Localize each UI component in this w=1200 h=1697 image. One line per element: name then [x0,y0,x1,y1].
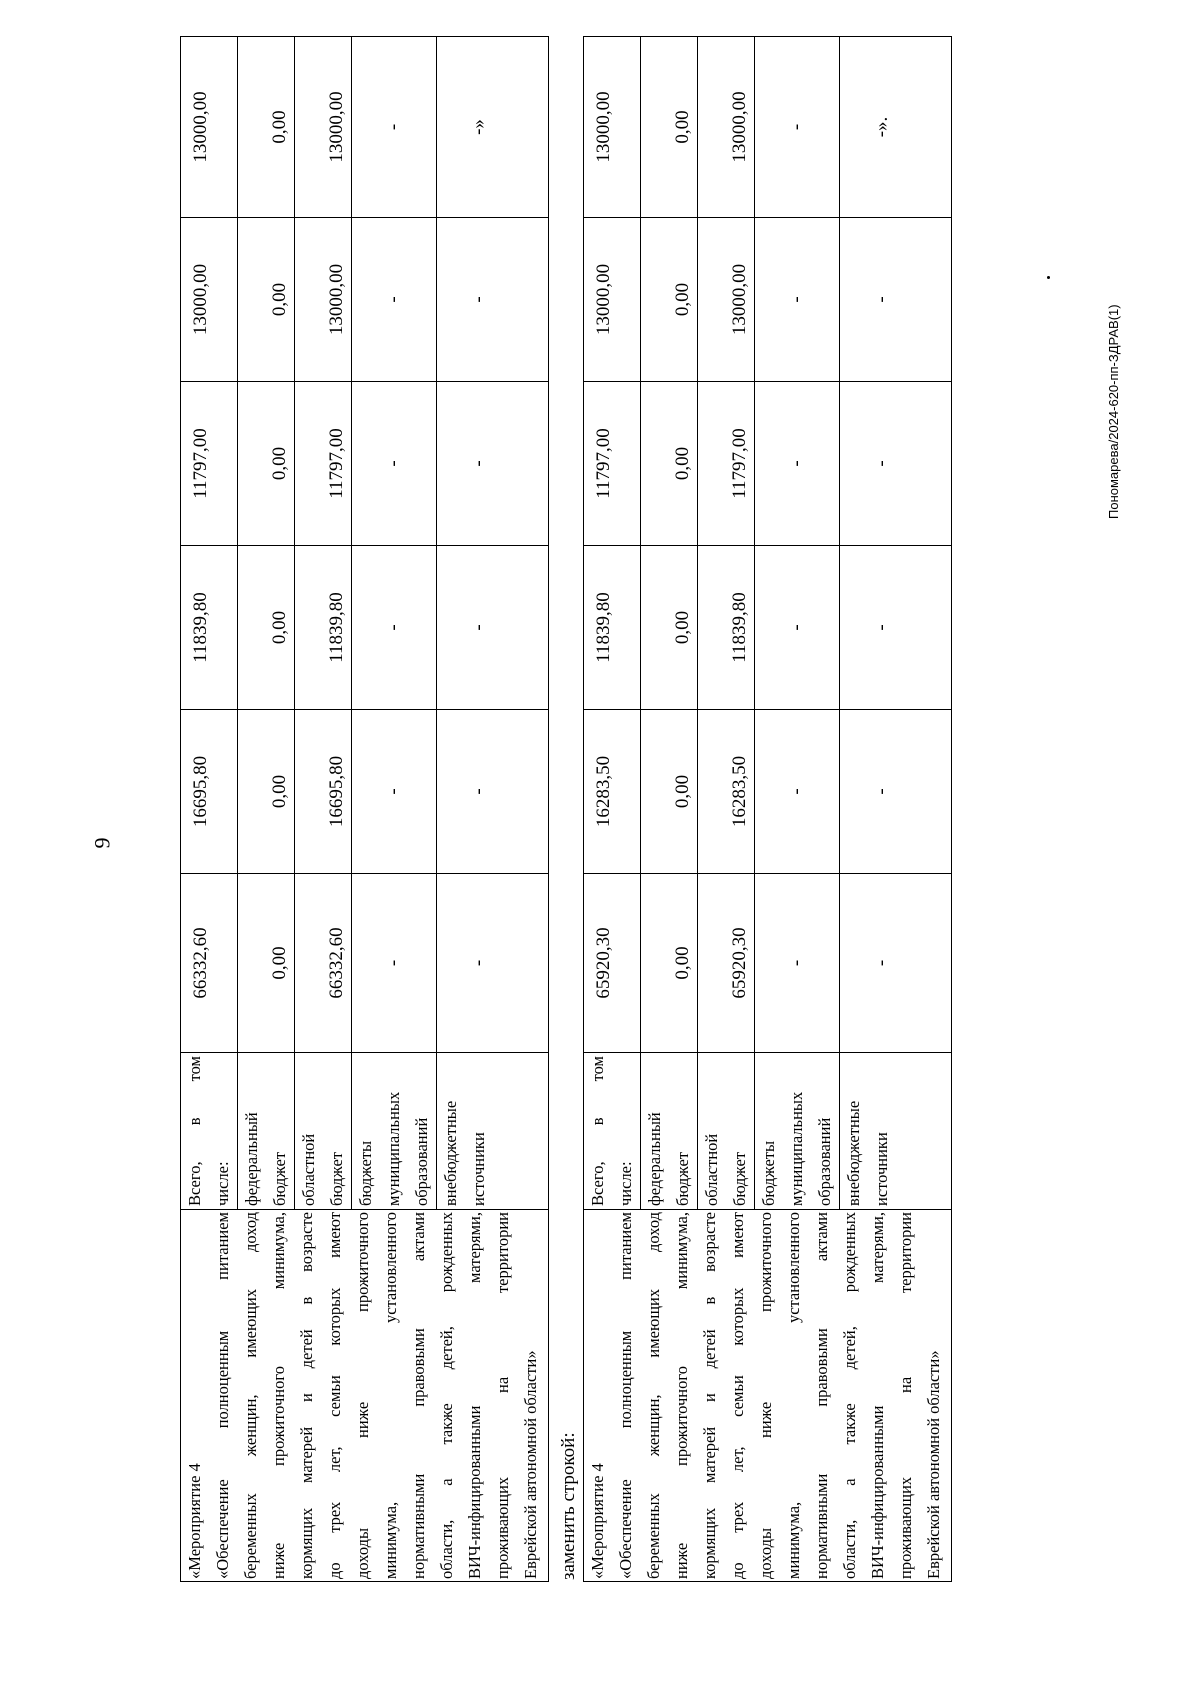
amount-cell: - [352,710,437,874]
amount-cell: - [437,710,549,874]
amount-cell: 65920,30 [584,874,641,1053]
amount-cell: - [840,874,952,1053]
amount-cell: 13000,00 [181,218,238,382]
source-line: числе: [213,1161,232,1206]
description-line: области, а также детей, рожденных [437,1212,456,1579]
amount-cell: 66332,60 [295,874,352,1053]
description-line: нормативными правовыми актами [812,1212,831,1579]
amount-cell: 13000,00 [181,37,238,218]
description-line: минимума, установленного [784,1212,803,1579]
page-number: 9 [89,837,115,849]
description-line: «Мероприятие 4 [588,1463,607,1579]
funding-source [698,1053,755,1210]
source-line: бюджеты [759,1140,778,1206]
amount-cell: - [352,218,437,382]
amount-cell: - [437,218,549,382]
replace-label: заменить строкой: [558,1432,579,1580]
amount-cell: 0,00 [238,382,295,546]
amount-cell: 0,00 [238,546,295,710]
scan-speck [1047,276,1050,279]
amount-cell: 11839,80 [295,546,352,710]
description-line: ниже прожиточного минимума, [269,1212,288,1579]
description-line: ВИЧ-инфицированными матерями, [465,1212,484,1579]
source-line: муниципальных [787,1091,806,1206]
description-line: проживающих на территории [896,1212,915,1579]
description-line: «Обеспечение полноценным питанием [616,1212,635,1579]
funding-source [238,1053,295,1210]
description-line: проживающих на территории [493,1212,512,1579]
funding-source [641,1053,698,1210]
amount-cell: 11797,00 [698,382,755,546]
source-line: федеральный [242,1112,261,1206]
amount-cell: - [437,546,549,710]
source-word: в [185,1117,204,1126]
amount-cell: - [840,710,952,874]
description-line: кормящих матерей и детей в возрасте [297,1212,316,1579]
amount-cell: 16283,50 [584,710,641,874]
amount-cell: 16695,80 [181,710,238,874]
description-line: Еврейской автономной области» [521,1350,540,1579]
amount-cell: - [755,710,840,874]
source-line: федеральный [645,1112,664,1206]
amount-cell: 13000,00 [698,218,755,382]
amount-cell: - [437,874,549,1053]
table-row [584,37,641,1582]
amount-cell: - [840,546,952,710]
funding-source [840,1053,952,1210]
amount-cell: 11797,00 [584,382,641,546]
source-line: муниципальных [384,1091,403,1206]
source-line: бюджеты [356,1140,375,1206]
amount-cell: 65920,30 [698,874,755,1053]
funding-source [181,1053,238,1210]
description-line: «Мероприятие 4 [185,1463,204,1579]
source-line: источники [872,1132,891,1206]
amount-cell: 0,00 [238,874,295,1053]
description-line: доходы ниже прожиточного [756,1212,775,1579]
description-line: до трех лет, семьи которых имеют [325,1212,344,1579]
source-line: образований [815,1117,834,1206]
description-line: ниже прожиточного минимума, [672,1212,691,1579]
description-line: до трех лет, семьи которых имеют [728,1212,747,1579]
amount-cell: 13000,00 [295,37,352,218]
source-first-line [181,1056,209,1206]
source-word: том [588,1056,607,1082]
amount-cell: 13000,00 [584,37,641,218]
amount-cell: 11839,80 [584,546,641,710]
amount-cell: 0,00 [238,218,295,382]
document-code: Пономарева/2024-620-пп-ЗДРАВ(1) [1106,304,1121,520]
source-line: внебюджетные [844,1100,863,1206]
amount-cell: -» [437,37,549,218]
source-word: Всего, [588,1161,607,1206]
amount-cell: 13000,00 [698,37,755,218]
amount-cell: 0,00 [641,710,698,874]
source-first-line [584,1056,612,1206]
amount-cell: 0,00 [641,546,698,710]
description-line: кормящих матерей и детей в возрасте [700,1212,719,1579]
amount-cell: 16695,80 [295,710,352,874]
amount-cell: - [840,218,952,382]
funding-source [755,1053,840,1210]
amount-cell: 0,00 [641,382,698,546]
source-line: образований [412,1117,431,1206]
funding-source [295,1053,352,1210]
source-word: Всего, [185,1161,204,1206]
amount-cell: - [755,874,840,1053]
amount-cell: - [352,874,437,1053]
amount-cell: - [755,37,840,218]
measure-description [181,1210,549,1582]
amount-cell: 0,00 [238,710,295,874]
amount-cell: - [755,382,840,546]
funding-source [437,1053,549,1210]
amount-cell: - [840,382,952,546]
amount-cell: 11797,00 [181,382,238,546]
description-line: беременных женщин, имеющих доход [644,1212,663,1579]
description-line: ВИЧ-инфицированными матерями, [868,1212,887,1579]
amount-cell: 66332,60 [181,874,238,1053]
description-line: минимума, установленного [381,1212,400,1579]
amount-cell: - [755,546,840,710]
amount-cell: -». [840,37,952,218]
description-line: беременных женщин, имеющих доход [241,1212,260,1579]
source-line: бюджет [730,1152,749,1206]
source-line: бюджет [327,1152,346,1206]
description-line: доходы ниже прожиточного [353,1212,372,1579]
funding-source [584,1053,641,1210]
source-line: областной [702,1133,721,1206]
amount-cell: 0,00 [641,37,698,218]
source-word: том [185,1056,204,1082]
budget-table [180,36,549,1582]
amount-cell: 13000,00 [584,218,641,382]
source-line: источники [469,1132,488,1206]
source-line: числе: [616,1161,635,1206]
source-line: бюджет [270,1152,289,1206]
amount-cell: 0,00 [641,218,698,382]
source-word: в [588,1117,607,1126]
measure-description [584,1210,952,1582]
amount-cell: - [437,382,549,546]
amount-cell: 0,00 [641,874,698,1053]
table-original-row [180,37,549,1582]
amount-cell: 11839,80 [181,546,238,710]
amount-cell: 11797,00 [295,382,352,546]
description-line: «Обеспечение полноценным питанием [213,1212,232,1579]
budget-table [583,36,952,1582]
description-line: области, а также детей, рожденных [840,1212,859,1579]
funding-source [352,1053,437,1210]
rotated-content [180,37,950,1582]
amount-cell: - [352,37,437,218]
amount-cell: - [755,218,840,382]
amount-cell: - [352,382,437,546]
description-line: Еврейской автономной области» [924,1350,943,1579]
amount-cell: 11839,80 [698,546,755,710]
table-replacement-row [583,37,952,1582]
amount-cell: 16283,50 [698,710,755,874]
amount-cell: - [352,546,437,710]
source-line: областной [299,1133,318,1206]
description-line: нормативными правовыми актами [409,1212,428,1579]
amount-cell: 0,00 [238,37,295,218]
source-line: внебюджетные [441,1100,460,1206]
table-row [181,37,238,1582]
amount-cell: 13000,00 [295,218,352,382]
source-line: бюджет [673,1152,692,1206]
